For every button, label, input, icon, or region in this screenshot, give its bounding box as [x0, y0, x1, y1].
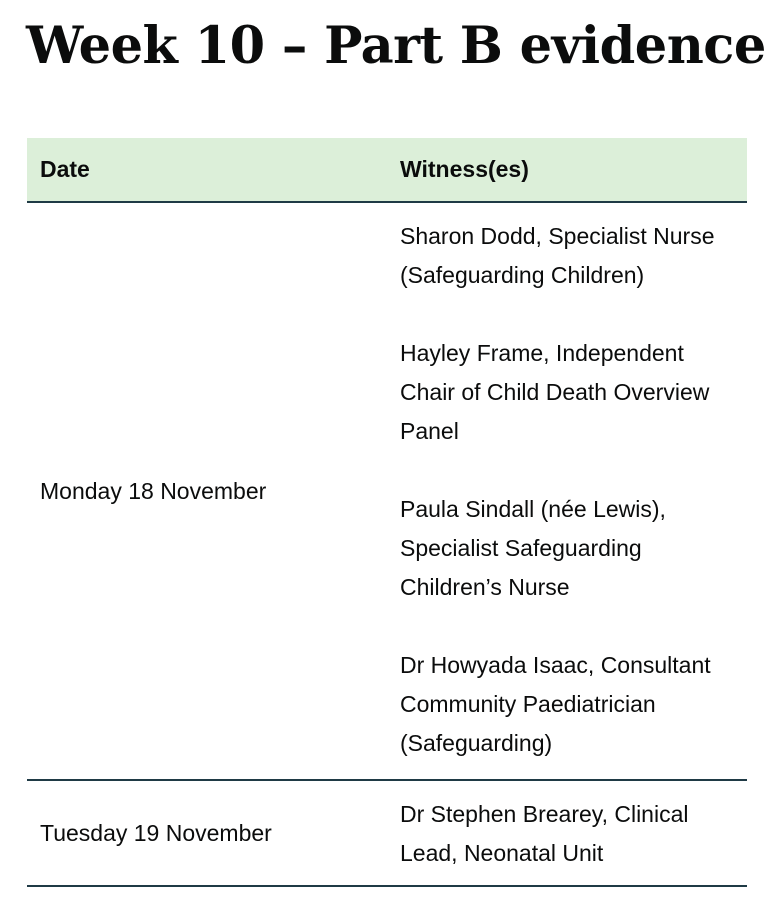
page-title: Week 10 – Part B evidence	[26, 16, 766, 76]
witness-item: Hayley Frame, Independent Chair of Child Death Overview Panel	[400, 340, 710, 444]
date-column-header: Date	[27, 138, 400, 202]
witness-item: Sharon Dodd, Specialist Nurse (Safeguarding Children)	[400, 223, 715, 288]
evidence-table	[27, 138, 747, 887]
table-header-row	[27, 138, 747, 202]
witnesses-cell	[400, 780, 747, 886]
date-cell: Monday 18 November	[27, 202, 400, 780]
table-row	[27, 202, 747, 780]
witness-item: Paula Sindall (née Lewis), Specialist Safeguarding Children’s Nurse	[400, 496, 666, 600]
witness-list	[400, 781, 740, 885]
table-row	[27, 780, 747, 886]
date-cell: Tuesday 19 November	[27, 780, 400, 886]
witnesses-cell	[400, 202, 747, 780]
witness-list	[400, 203, 740, 779]
witness-item: Dr Stephen Brearey, Clinical Lead, Neonatal Unit	[400, 801, 689, 866]
witness-item: Dr Howyada Isaac, Consultant Community Paediatrician (Safeguarding)	[400, 652, 711, 756]
witnesses-column-header: Witness(es)	[400, 138, 747, 202]
